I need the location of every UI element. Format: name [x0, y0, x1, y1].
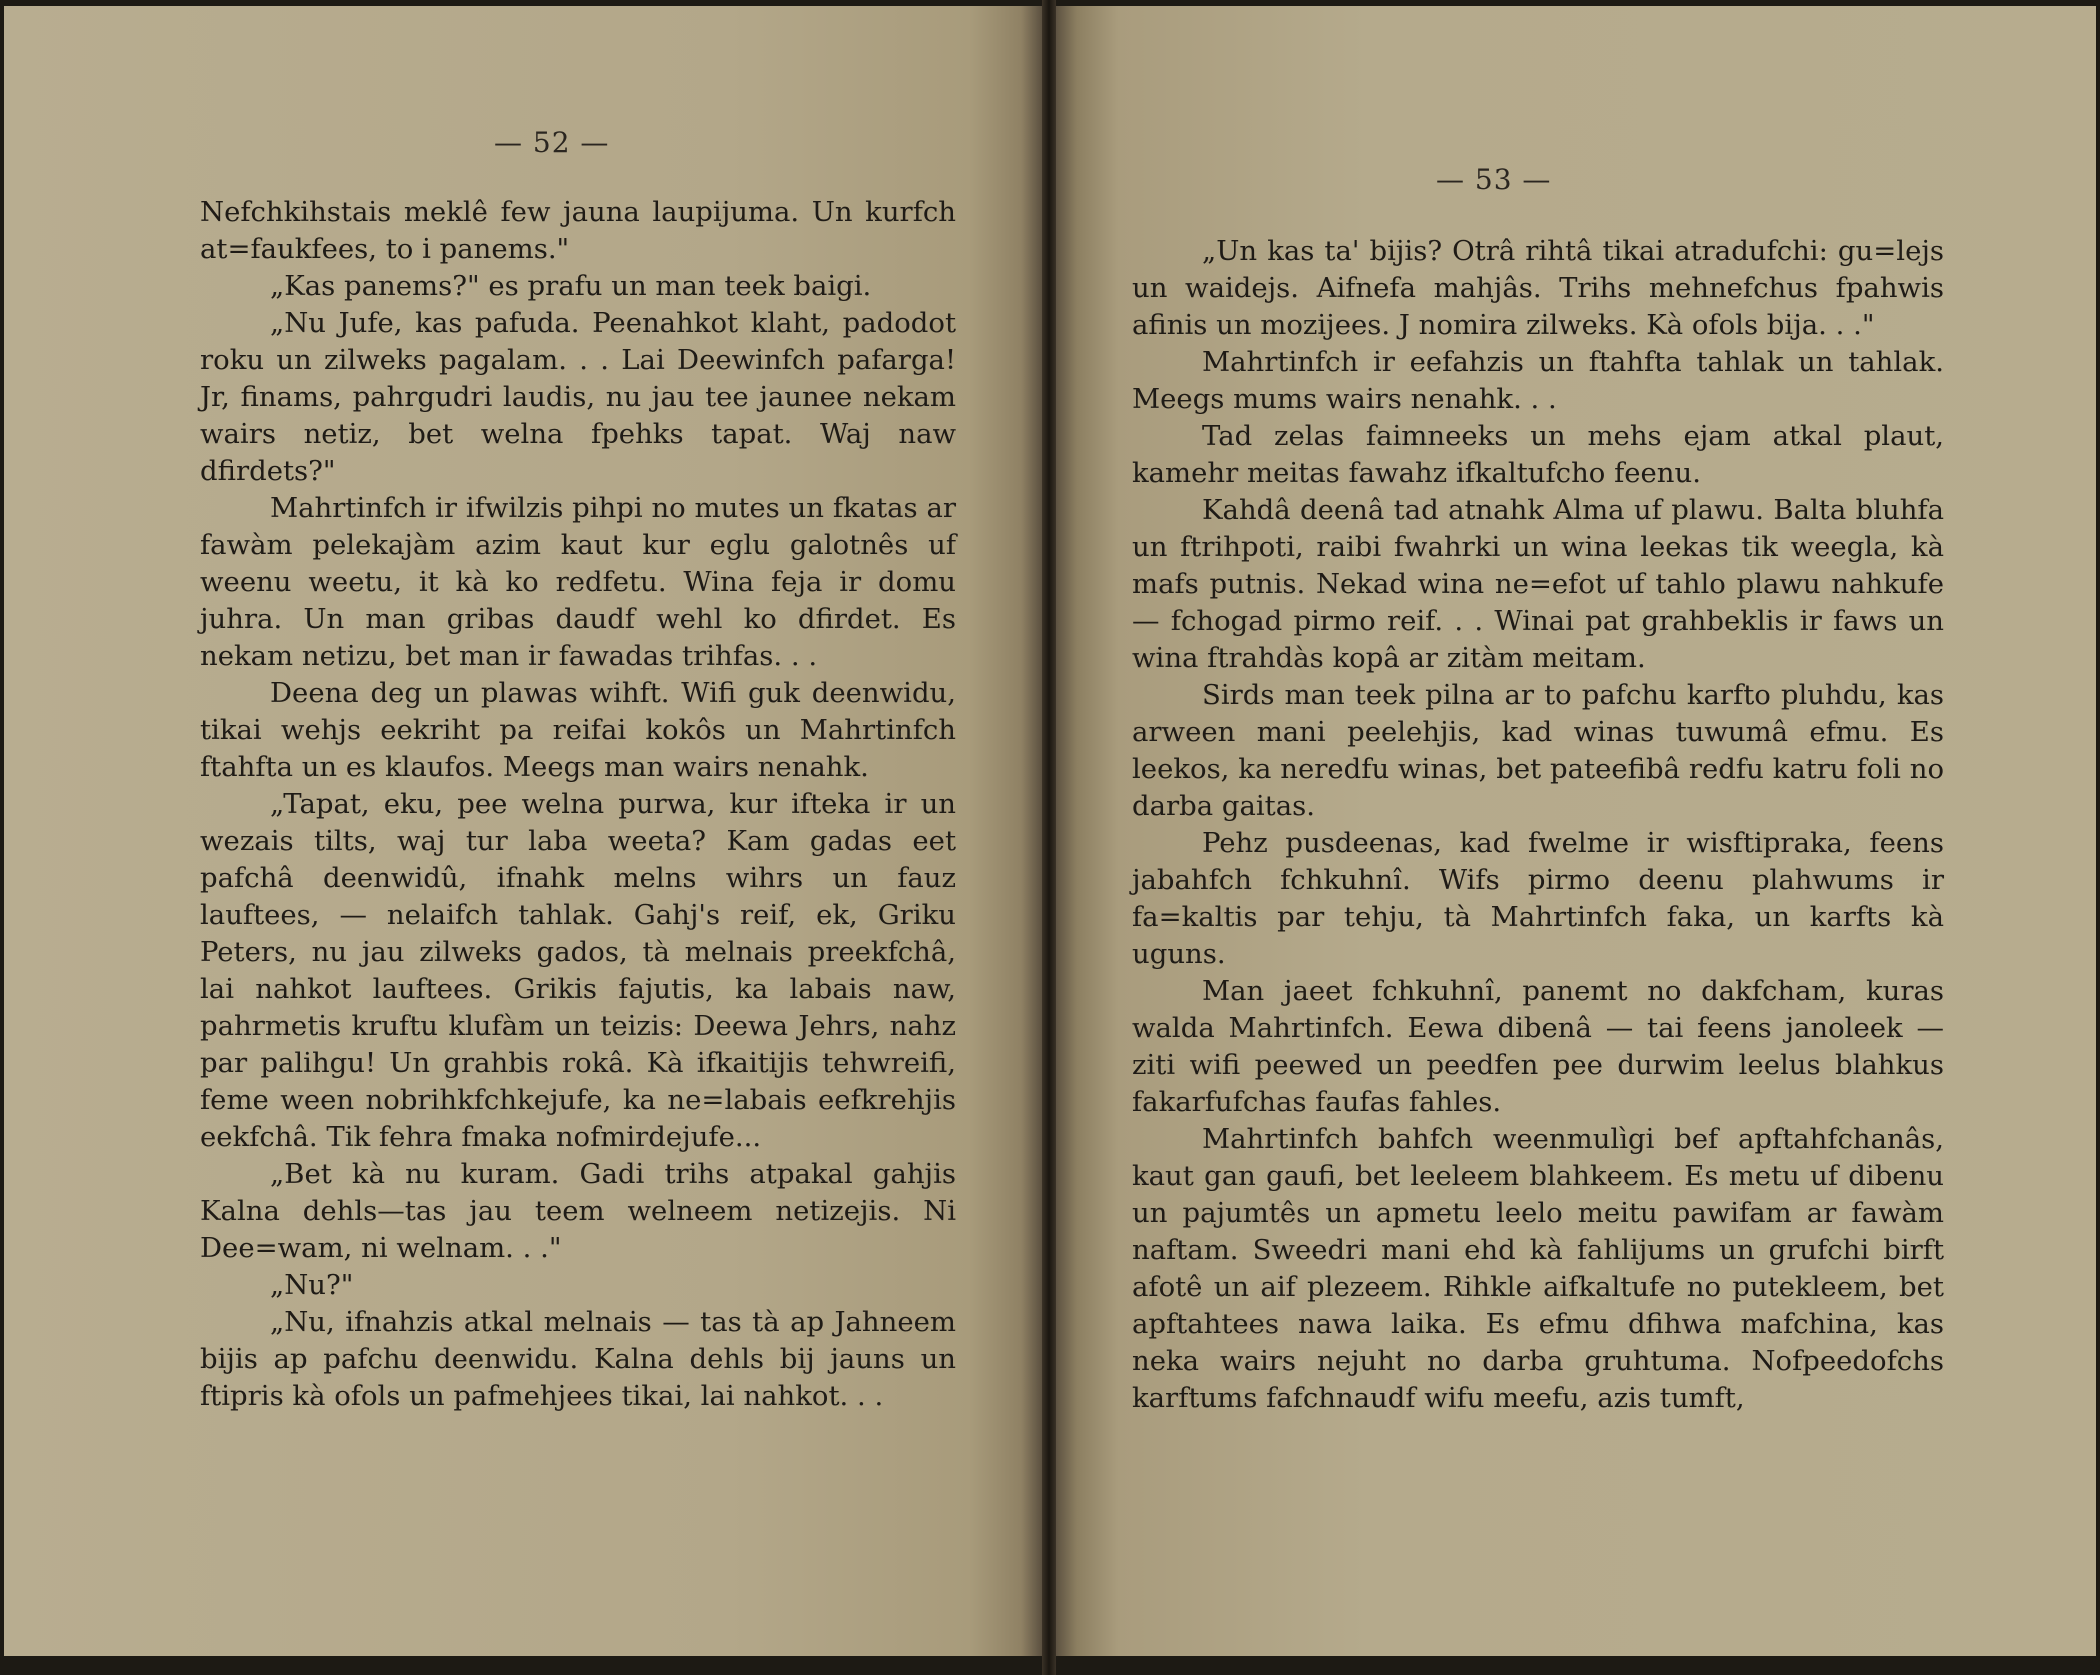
- page-body: [200, 194, 956, 1415]
- paragraph: Deena deg un plawas wihft. Wifi guk deenwidu, tikai wehjs eekriht pa reifai kokôs un Mahrtinfch ftahfta un es klaufos. Meegs man wairs nenahk.: [200, 677, 956, 783]
- paragraph: „Un kas ta' bijis? Otrâ rihtâ tikai atradufchi: gu=lejs un waidejs. Aifnefa mahjâs. Trihs mehnefchus fpahwis afinis un mozijees. J nomira zilweks. Kà ofols bija. . .": [1132, 235, 1944, 341]
- page-number: — 52 —: [494, 126, 610, 159]
- paragraph: Mahrtinfch ir ifwilzis pihpi no mutes un fkatas ar fawàm pelekajàm azim kaut kur eglu galotnês uf weenu weetu, it kà ko redfetu. Wina feja ir domu juhra. Un man gribas daudf wehl ko dfirdet. Es nekam netizu, bet man ir fawadas trihfas. . .: [200, 492, 956, 672]
- paragraph: Tad zelas faimneeks un mehs ejam atkal plaut, kamehr meitas fawahz ifkaltufcho feenu.: [1132, 420, 1944, 489]
- paragraph: Pehz pusdeenas, kad fwelme ir wisftipraka, feens jabahfch fchkuhnî. Wifs pirmo deenu plahwums ir fa=kaltis par tehju, tà Mahrtinfch faka, un karfts kà uguns.: [1132, 827, 1944, 970]
- page-body: [1132, 233, 1944, 1417]
- paragraph: „Bet kà nu kuram. Gadi trihs atpakal gahjis Kalna dehls—tas jau teem welneem netizejis. Ni Dee=wam, ni welnam. . .": [200, 1158, 956, 1264]
- book-gutter: [1042, 0, 1056, 1675]
- paragraph: Mahrtinfch ir eefahzis un ftahfta tahlak un tahlak. Meegs mums wairs nenahk. . .: [1132, 346, 1944, 415]
- paragraph: Sirds man teek pilna ar to pafchu karfto pluhdu, kas arween mani peelehjis, kad winas tuwumâ efmu. Es leekos, ka neredfu winas, bet pateefibâ redfu katru foli no darba gaitas.: [1132, 679, 1944, 822]
- left-page: [4, 6, 1042, 1656]
- paragraph: „Nu Jufe, kas pafuda. Peenahkot klaht, padodot roku un zilweks pagalam. . . Lai Deewinfch pafarga! Jr, finams, pahrgudri laudis, nu jau tee jaunee nekam wairs netiz, bet welna fpehks tapat. Waj naw dfirdets?": [200, 307, 956, 487]
- paragraph: Mahrtinfch bahfch weenmulìgi bef apftahfchanâs, kaut gan gaufi, bet leeleem blahkeem. Es metu uf dibenu un pajumtês un apmetu leelo meitu pawifam ar fawàm naftam. Sweedri mani ehd kà fahlijums un grufchi birft afotê un aif plezeem. Rihkle aifkaltufe no putekleem, bet apftahtees nawa laika. Es efmu dfihwa mafchina, kas neka wairs nejuht no darba gruhtuma. Nofpeedofchs karftums fafchnaudf wifu meefu, azis tumft,: [1132, 1123, 1944, 1414]
- paragraph: Kahdâ deenâ tad atnahk Alma uf plawu. Balta bluhfa un ftrihpoti, raibi fwahrki un wina leekas tik weegla, kà mafs putnis. Nekad wina ne=efot uf tahlo plawu nahkufe — fchogad pirmo reif. . . Winai pat grahbeklis ir faws un wina ftrahdàs kopâ ar zitàm meitam.: [1132, 494, 1944, 674]
- right-page: [1056, 6, 2096, 1656]
- page-number: — 53 —: [1436, 163, 1552, 196]
- paragraph: „Kas panems?" es prafu un man teek baigi.: [270, 270, 872, 302]
- paragraph: Man jaeet fchkuhnî, panemt no dakfcham, kuras walda Mahrtinfch. Eewa dibenâ — tai feens janoleek — ziti wifi peewed un peedfen pee durwim leelus blahkus fakarfufchas faufas fahles.: [1132, 975, 1944, 1118]
- paragraph: „Nu, ifnahzis atkal melnais — tas tà ap Jahneem bijis ap pafchu deenwidu. Kalna dehls bij jauns un ftipris kà ofols un pafmehjees tikai, lai nahkot. . .: [200, 1306, 956, 1412]
- paragraph: „Tapat, eku, pee welna purwa, kur ifteka ir un wezais tilts, waj tur laba weeta? Kam gadas eet pafchâ deenwidû, ifnahk melns wihrs un fauz lauftees, — nelaifch tahlak. Gahj's reif, ek, Griku Peters, nu jau zilweks gados, tà melnais preekfchâ, lai nahkot lauftees. Grikis fajutis, ka labais naw, pahrmetis kruftu klufàm un teizis: Deewa Jehrs, nahz par palihgu! Un grahbis rokâ. Kà ifkaitijis tehwreifi, feme ween nobrihkfchkejufe, ka ne=labais eefkrehjis eekfchâ. Tik fehra fmaka nofmirdejufe...: [200, 788, 956, 1153]
- paragraph: „Nu?": [270, 1269, 354, 1301]
- paragraph: Nefchkihstais meklê few jauna laupijuma. Un kurfch at=faukfees, to i panems.": [200, 196, 956, 265]
